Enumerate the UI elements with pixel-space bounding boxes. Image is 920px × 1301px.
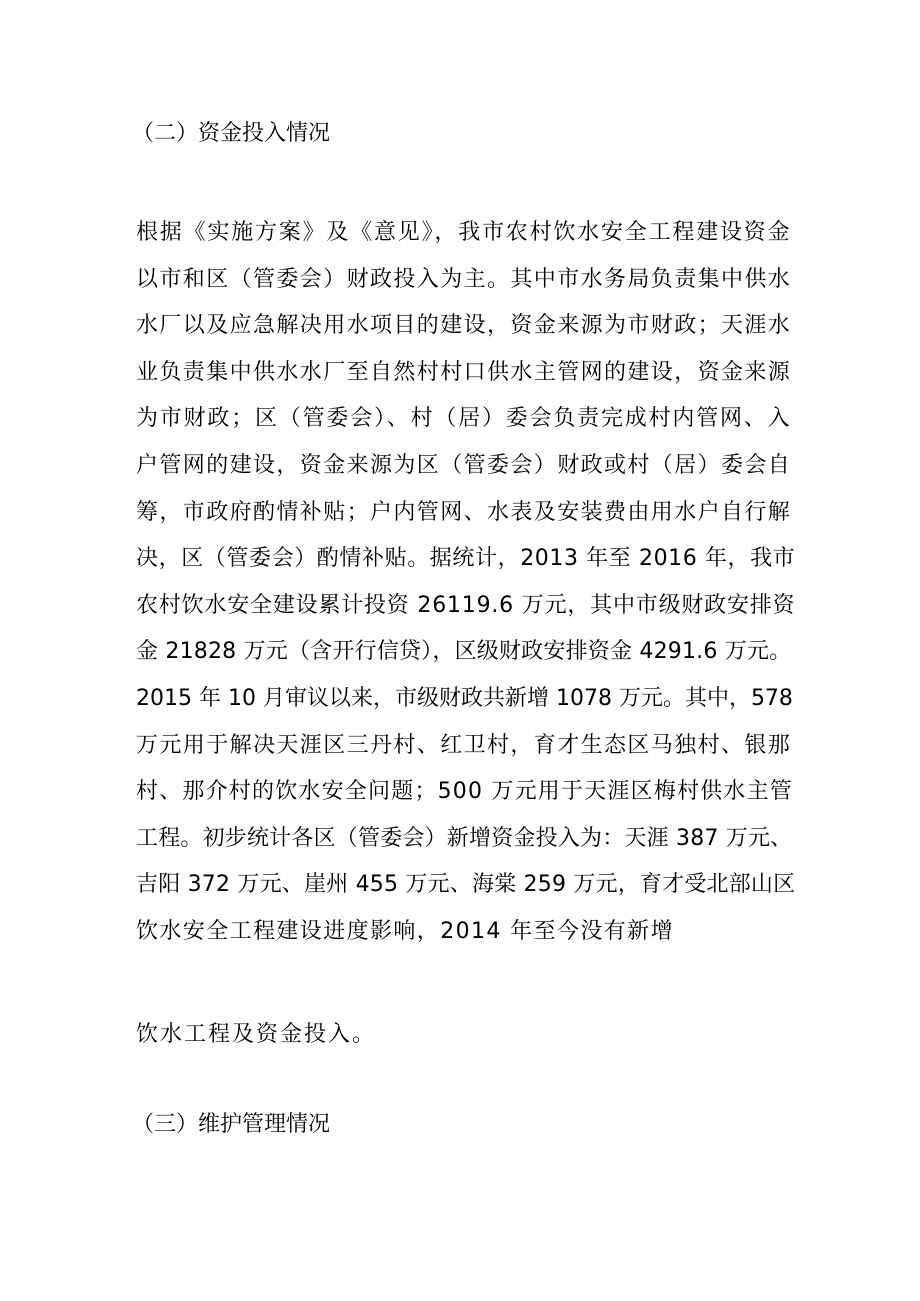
paragraph-line: 饮水安全工程建设进度影响，2014 年至今没有新增 bbox=[136, 918, 674, 944]
paragraph-tail: 饮水工程及资金投入。 bbox=[136, 1022, 377, 1047]
paragraph-line: 为市财政；区（管委会）、村（居）委会负责完成村内管网、入 bbox=[136, 406, 792, 432]
paragraph-line: 吉阳 372 万元、崖州 455 万元、海棠 259 万元，育才受北部山区 bbox=[136, 872, 796, 898]
paragraph-line: 工程。初步统计各区（管委会）新增资金投入为：天涯 387 万元、 bbox=[136, 825, 793, 851]
paragraph-line: 金 21828 万元（含开行信贷），区级财政安排资金 4291.6 万元。 bbox=[136, 639, 792, 665]
paragraph-line: 以市和区（管委会）财政投入为主。其中市水务局负责集中供水 bbox=[136, 266, 792, 292]
paragraph-line: 业负责集中供水水厂至自然村村口供水主管网的建设，资金来源 bbox=[136, 359, 792, 385]
paragraph-line: 2015 年 10 月审议以来，市级财政共新增 1078 万元。其中，578 bbox=[136, 685, 793, 711]
paragraph-line: 决，区（管委会）酌情补贴。据统计，2013 年至 2016 年，我市 bbox=[136, 546, 796, 572]
paragraph-line: 筹，市政府酌情补贴；户内管网、水表及安装费由用水户自行解 bbox=[136, 499, 792, 525]
paragraph-line: 户管网的建设，资金来源为区（管委会）财政或村（居）委会自 bbox=[136, 452, 792, 478]
paragraph-line: 水厂以及应急解决用水项目的建设，资金来源为市财政；天涯水 bbox=[136, 313, 792, 339]
paragraph-line: 农村饮水安全建设累计投资 26119.6 万元，其中市级财政安排资 bbox=[136, 592, 796, 618]
section-2-heading: （二）资金投入情况 bbox=[132, 121, 331, 146]
paragraph-line: 根据《实施方案》及《意见》，我市农村饮水安全工程建设资金 bbox=[136, 220, 792, 245]
paragraph-line: 村、那介村的饮水安全问题；500 万元用于天涯区梅村供水主管 bbox=[136, 779, 793, 805]
paragraph-line: 万元用于解决天涯区三丹村、红卫村，育才生态区马独村、银那 bbox=[136, 732, 792, 758]
section-3-heading: （三）维护管理情况 bbox=[132, 1112, 331, 1137]
funding-paragraph bbox=[136, 210, 796, 956]
